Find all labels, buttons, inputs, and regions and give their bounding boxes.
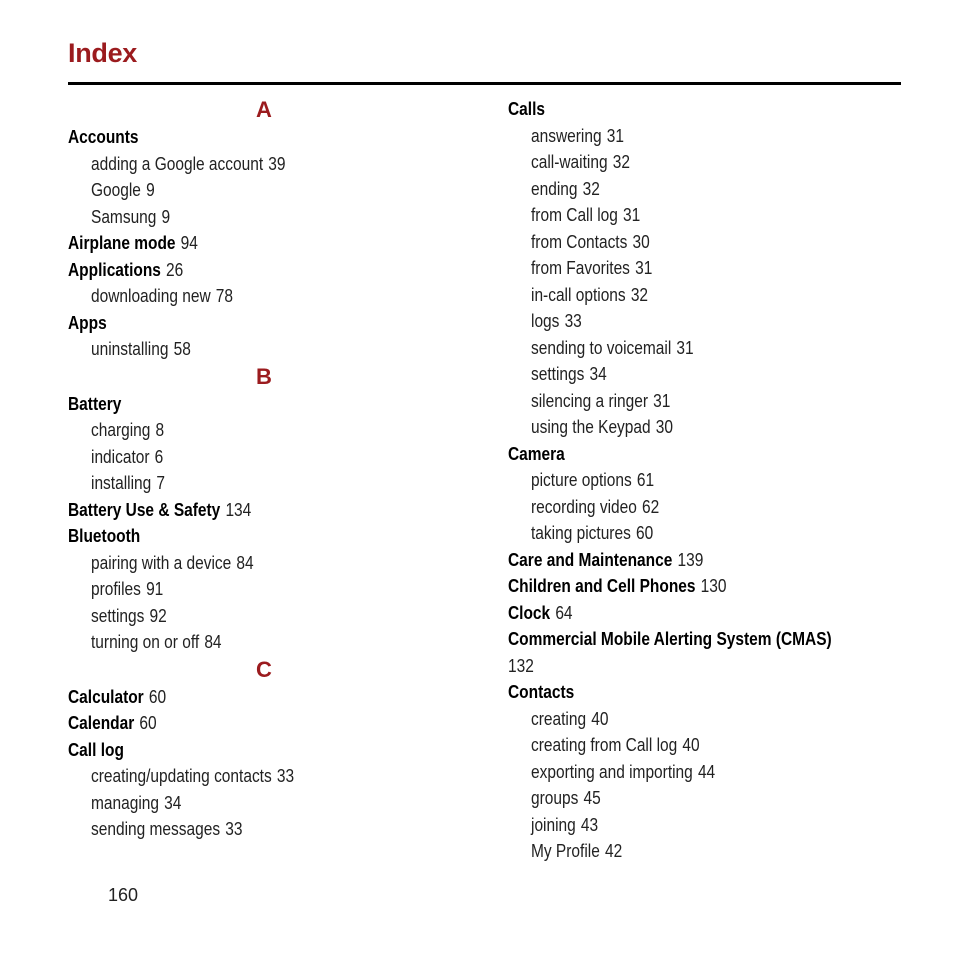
index-subentry xyxy=(68,576,488,603)
index-subentry xyxy=(508,123,928,150)
index-term: Battery xyxy=(68,393,122,414)
index-subentry xyxy=(68,629,488,656)
index-entry xyxy=(508,653,928,680)
index-term: Battery Use & Safety xyxy=(68,499,221,520)
index-page-ref: 61 xyxy=(636,470,655,490)
index-letter-heading: A xyxy=(256,97,272,122)
index-subentry xyxy=(508,732,928,759)
index-page-ref: 64 xyxy=(555,602,573,623)
index-page-ref: 92 xyxy=(149,605,167,626)
index-term: Camera xyxy=(508,443,565,464)
index-term: Calculator xyxy=(68,686,144,707)
index-page-ref: 39 xyxy=(268,153,286,174)
index-term: logs xyxy=(531,311,560,331)
index-subentry xyxy=(508,759,928,786)
index-letter-heading: B xyxy=(256,363,272,389)
index-term: adding a Google account xyxy=(91,153,264,174)
index-term: from Contacts xyxy=(531,231,628,252)
index-term: sending messages xyxy=(91,819,221,839)
index-entry xyxy=(68,497,488,524)
index-page-ref: 62 xyxy=(642,496,660,517)
title-divider xyxy=(68,82,901,85)
index-page-ref: 139 xyxy=(677,549,704,570)
index-page-ref: 31 xyxy=(635,258,653,278)
index-entry xyxy=(68,684,488,711)
index-term: sending to voicemail xyxy=(531,337,672,358)
index-term: Clock xyxy=(508,602,551,623)
index-page-ref: 8 xyxy=(155,420,165,440)
index-term: creating from Call log xyxy=(531,735,678,755)
index-subentry xyxy=(68,603,488,630)
index-entry xyxy=(68,710,488,737)
index-subentry xyxy=(68,550,488,577)
index-page-ref: 33 xyxy=(225,819,243,839)
index-entry xyxy=(508,573,928,600)
index-term: settings xyxy=(531,364,585,384)
index-page-ref: 7 xyxy=(156,473,166,493)
index-subentry xyxy=(508,520,928,547)
index-subentry xyxy=(508,838,928,865)
index-term: joining xyxy=(531,814,576,835)
index-subentry xyxy=(68,336,488,363)
index-entry xyxy=(508,626,928,653)
index-page-ref: 91 xyxy=(146,579,164,599)
index-subentry xyxy=(68,763,488,790)
index-page-ref: 32 xyxy=(612,152,630,172)
index-subentry xyxy=(508,229,928,256)
page-title: Index xyxy=(68,38,138,68)
index-page-ref: 84 xyxy=(204,632,222,652)
index-subentry xyxy=(508,467,928,494)
index-term: Children and Cell Phones xyxy=(508,576,696,596)
index-term: answering xyxy=(531,125,602,146)
index-subentry xyxy=(508,282,928,309)
index-subentry xyxy=(508,308,928,335)
index-term: Airplane mode xyxy=(68,233,176,253)
index-column-left xyxy=(68,96,488,843)
index-page-ref: 30 xyxy=(632,231,650,252)
index-page-ref: 31 xyxy=(623,205,641,225)
index-page-ref: 32 xyxy=(630,284,649,305)
index-page-ref: 134 xyxy=(225,499,252,520)
index-subentry xyxy=(508,388,928,415)
index-term: managing xyxy=(91,792,159,813)
index-page-ref: 30 xyxy=(655,417,674,437)
index-entry xyxy=(508,600,928,627)
index-term: exporting and importing xyxy=(531,761,693,782)
index-term: Apps xyxy=(68,312,107,333)
index-page-ref: 60 xyxy=(635,523,654,543)
index-subentry xyxy=(508,176,928,203)
index-page-ref: 44 xyxy=(697,761,716,782)
index-term: taking pictures xyxy=(531,523,631,543)
index-subentry xyxy=(508,202,928,229)
index-page-ref: 40 xyxy=(682,735,700,755)
index-term: profiles xyxy=(91,579,141,599)
index-term: Google xyxy=(91,180,141,200)
index-page-ref: 78 xyxy=(215,286,234,306)
index-page-ref: 45 xyxy=(583,788,601,808)
index-entry xyxy=(508,547,928,574)
index-page-ref: 26 xyxy=(166,259,184,280)
index-entry xyxy=(508,441,928,468)
index-page-ref: 94 xyxy=(180,233,198,253)
index-page-ref: 31 xyxy=(676,337,694,358)
index-subentry xyxy=(68,151,488,178)
index-entry xyxy=(68,257,488,284)
index-entry xyxy=(68,523,488,550)
index-subentry xyxy=(68,444,488,471)
index-term: charging xyxy=(91,420,151,440)
page-number: 160 xyxy=(108,885,139,905)
index-term: recording video xyxy=(531,496,637,517)
index-page-ref: 6 xyxy=(154,446,164,467)
index-subentry xyxy=(508,149,928,176)
index-term: in-call options xyxy=(531,284,626,305)
index-subentry xyxy=(68,283,488,310)
index-page-ref: 33 xyxy=(276,766,295,786)
index-subentry xyxy=(508,414,928,441)
index-subentry xyxy=(508,361,928,388)
index-term: Calls xyxy=(508,99,546,119)
index-term: Bluetooth xyxy=(68,526,141,546)
index-term: Contacts xyxy=(508,682,575,702)
index-term: Care and Maintenance xyxy=(508,549,673,570)
index-entry xyxy=(68,737,488,764)
index-term: pairing with a device xyxy=(91,552,232,573)
index-subentry xyxy=(508,335,928,362)
index-term: using the Keypad xyxy=(531,417,651,437)
index-page-ref: 31 xyxy=(606,125,624,146)
index-term: uninstalling xyxy=(91,339,169,359)
index-term: from Call log xyxy=(531,205,618,225)
index-entry xyxy=(508,96,928,123)
index-page-ref: 31 xyxy=(653,390,671,411)
index-term: My Profile xyxy=(531,841,600,861)
index-page-ref: 84 xyxy=(236,552,254,573)
index-page-ref: 9 xyxy=(161,206,171,227)
index-entry xyxy=(68,310,488,337)
index-term: downloading new xyxy=(91,286,211,306)
index-term: settings xyxy=(91,605,145,626)
index-letter-heading: C xyxy=(256,656,272,682)
index-term: ending xyxy=(531,178,578,199)
index-entry xyxy=(68,391,488,418)
index-page-ref: 34 xyxy=(164,792,182,813)
index-page-ref: 58 xyxy=(173,339,191,359)
index-subentry xyxy=(68,816,488,843)
index-subentry xyxy=(68,470,488,497)
index-term: Accounts xyxy=(68,127,139,147)
index-page-ref: 132 xyxy=(508,655,534,676)
index-page-ref: 34 xyxy=(589,364,607,384)
index-subentry xyxy=(68,790,488,817)
index-term: installing xyxy=(91,473,152,493)
index-term: from Favorites xyxy=(531,258,630,278)
index-column-right xyxy=(508,96,928,865)
index-page-ref: 42 xyxy=(604,841,623,861)
index-term: groups xyxy=(531,788,579,808)
index-entry xyxy=(508,679,928,706)
index-subentry xyxy=(508,706,928,733)
index-term: Samsung xyxy=(91,206,157,227)
index-page-ref: 9 xyxy=(146,180,155,200)
index-term: Calendar xyxy=(68,713,135,733)
index-page-ref: 43 xyxy=(580,814,599,835)
index-term: Call log xyxy=(68,739,124,760)
index-term: call-waiting xyxy=(531,152,608,172)
index-subentry xyxy=(68,204,488,231)
index-page-ref: 130 xyxy=(700,576,727,596)
index-page-ref: 40 xyxy=(591,708,609,729)
index-term: Commercial Mobile Alerting System (CMAS) xyxy=(508,629,832,649)
index-page-ref: 60 xyxy=(139,713,157,733)
index-subentry xyxy=(508,785,928,812)
index-subentry xyxy=(508,255,928,282)
index-term: creating xyxy=(531,708,587,729)
index-term: Applications xyxy=(68,259,161,280)
index-page-ref: 32 xyxy=(582,178,600,199)
index-term: turning on or off xyxy=(91,632,200,652)
index-page-ref: 33 xyxy=(564,311,582,331)
index-subentry xyxy=(68,417,488,444)
index-term: indicator xyxy=(91,446,150,467)
index-page-ref: 60 xyxy=(148,686,167,707)
index-subentry xyxy=(508,494,928,521)
index-entry xyxy=(68,124,488,151)
index-subentry xyxy=(508,812,928,839)
index-term: silencing a ringer xyxy=(531,390,649,411)
index-term: creating/updating contacts xyxy=(91,766,272,786)
index-entry xyxy=(68,230,488,257)
index-subentry xyxy=(68,177,488,204)
index-term: picture options xyxy=(531,470,632,490)
